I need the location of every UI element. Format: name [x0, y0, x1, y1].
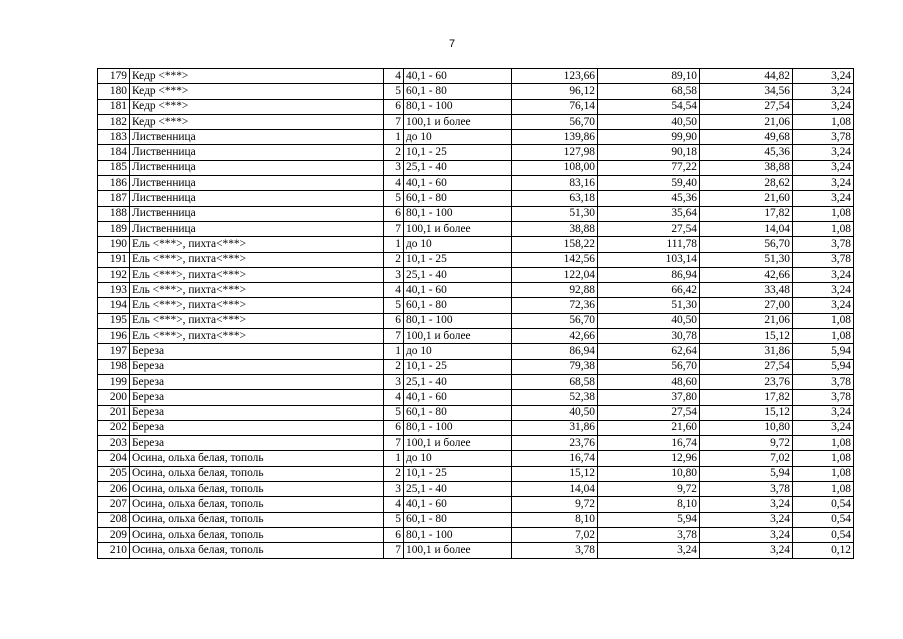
- value-cell-3: 27,54: [700, 359, 793, 374]
- value-cell-3: 31,86: [700, 344, 793, 359]
- row-number-cell: 191: [98, 252, 130, 267]
- value-cell-2: 51,30: [598, 298, 700, 313]
- value-cell-2: 103,14: [598, 252, 700, 267]
- table-row: [98, 466, 854, 481]
- class-cell: 6: [384, 206, 404, 221]
- value-cell-1: 96,12: [512, 84, 598, 99]
- diameter-range-cell: 10,1 - 25: [404, 252, 512, 267]
- value-cell-1: 23,76: [512, 436, 598, 451]
- value-cell-3: 21,06: [700, 114, 793, 129]
- value-cell-4: 0,54: [793, 497, 854, 512]
- value-cell-2: 62,64: [598, 344, 700, 359]
- species-cell: Кедр <***>: [130, 84, 384, 99]
- value-cell-2: 56,70: [598, 359, 700, 374]
- class-cell: 4: [384, 497, 404, 512]
- table-row: [98, 99, 854, 114]
- species-cell: Осина, ольха белая, тополь: [130, 451, 384, 466]
- value-cell-1: 79,38: [512, 359, 598, 374]
- value-cell-2: 21,60: [598, 420, 700, 435]
- value-cell-3: 3,24: [700, 512, 793, 527]
- value-cell-4: 1,08: [793, 466, 854, 481]
- species-cell: Береза: [130, 420, 384, 435]
- value-cell-2: 35,64: [598, 206, 700, 221]
- diameter-range-cell: 60,1 - 80: [404, 298, 512, 313]
- table-row: [98, 527, 854, 542]
- species-cell: Лиственница: [130, 130, 384, 145]
- class-cell: 3: [384, 160, 404, 175]
- value-cell-2: 37,80: [598, 390, 700, 405]
- class-cell: 2: [384, 252, 404, 267]
- row-number-cell: 182: [98, 114, 130, 129]
- species-cell: Ель <***>, пихта<***>: [130, 298, 384, 313]
- value-cell-2: 8,10: [598, 497, 700, 512]
- diameter-range-cell: 25,1 - 40: [404, 160, 512, 175]
- value-cell-4: 5,94: [793, 359, 854, 374]
- diameter-range-cell: 100,1 и более: [404, 543, 512, 558]
- class-cell: 4: [384, 69, 404, 84]
- row-number-cell: 204: [98, 451, 130, 466]
- value-cell-2: 48,60: [598, 374, 700, 389]
- table-row: [98, 114, 854, 129]
- value-cell-4: 0,54: [793, 512, 854, 527]
- value-cell-1: 42,66: [512, 329, 598, 344]
- value-cell-4: 1,08: [793, 482, 854, 497]
- value-cell-1: 14,04: [512, 482, 598, 497]
- row-number-cell: 196: [98, 329, 130, 344]
- species-cell: Лиственница: [130, 176, 384, 191]
- value-cell-1: 92,88: [512, 283, 598, 298]
- value-cell-2: 89,10: [598, 69, 700, 84]
- species-cell: Осина, ольха белая, тополь: [130, 512, 384, 527]
- value-cell-2: 27,54: [598, 221, 700, 236]
- diameter-range-cell: 60,1 - 80: [404, 84, 512, 99]
- table-row: [98, 390, 854, 405]
- diameter-range-cell: 100,1 и более: [404, 329, 512, 344]
- value-cell-3: 42,66: [700, 267, 793, 282]
- value-cell-3: 15,12: [700, 405, 793, 420]
- value-cell-2: 45,36: [598, 191, 700, 206]
- species-cell: Кедр <***>: [130, 114, 384, 129]
- species-cell: Осина, ольха белая, тополь: [130, 527, 384, 542]
- value-cell-2: 54,54: [598, 99, 700, 114]
- value-cell-1: 76,14: [512, 99, 598, 114]
- value-cell-4: 0,12: [793, 543, 854, 558]
- value-cell-1: 8,10: [512, 512, 598, 527]
- row-number-cell: 209: [98, 527, 130, 542]
- value-cell-3: 3,24: [700, 543, 793, 558]
- value-cell-2: 27,54: [598, 405, 700, 420]
- table-row: [98, 329, 854, 344]
- class-cell: 5: [384, 405, 404, 420]
- value-cell-3: 15,12: [700, 329, 793, 344]
- row-number-cell: 199: [98, 374, 130, 389]
- value-cell-4: 3,78: [793, 130, 854, 145]
- class-cell: 5: [384, 512, 404, 527]
- species-cell: Ель <***>, пихта<***>: [130, 267, 384, 282]
- table-row: [98, 206, 854, 221]
- diameter-range-cell: 80,1 - 100: [404, 313, 512, 328]
- diameter-range-cell: 10,1 - 25: [404, 145, 512, 160]
- class-cell: 7: [384, 543, 404, 558]
- value-cell-1: 56,70: [512, 114, 598, 129]
- value-cell-1: 83,16: [512, 176, 598, 191]
- diameter-range-cell: 10,1 - 25: [404, 466, 512, 481]
- species-cell: Осина, ольха белая, тополь: [130, 482, 384, 497]
- table-row: [98, 436, 854, 451]
- row-number-cell: 197: [98, 344, 130, 359]
- table-row: [98, 191, 854, 206]
- value-cell-3: 33,48: [700, 283, 793, 298]
- class-cell: 4: [384, 176, 404, 191]
- value-cell-3: 3,24: [700, 497, 793, 512]
- value-cell-1: 52,38: [512, 390, 598, 405]
- class-cell: 3: [384, 267, 404, 282]
- value-cell-4: 3,78: [793, 390, 854, 405]
- value-cell-1: 9,72: [512, 497, 598, 512]
- value-cell-3: 28,62: [700, 176, 793, 191]
- class-cell: 5: [384, 191, 404, 206]
- value-cell-4: 3,24: [793, 420, 854, 435]
- row-number-cell: 181: [98, 99, 130, 114]
- value-cell-2: 66,42: [598, 283, 700, 298]
- row-number-cell: 193: [98, 283, 130, 298]
- species-cell: Лиственница: [130, 160, 384, 175]
- diameter-range-cell: 100,1 и более: [404, 221, 512, 236]
- class-cell: 6: [384, 527, 404, 542]
- value-cell-3: 27,00: [700, 298, 793, 313]
- row-number-cell: 186: [98, 176, 130, 191]
- class-cell: 6: [384, 420, 404, 435]
- row-number-cell: 210: [98, 543, 130, 558]
- value-cell-1: 3,78: [512, 543, 598, 558]
- value-cell-2: 3,24: [598, 543, 700, 558]
- diameter-range-cell: 40,1 - 60: [404, 283, 512, 298]
- value-cell-1: 122,04: [512, 267, 598, 282]
- value-cell-2: 40,50: [598, 114, 700, 129]
- value-cell-4: 3,24: [793, 191, 854, 206]
- table-row: [98, 160, 854, 175]
- row-number-cell: 194: [98, 298, 130, 313]
- diameter-range-cell: до 10: [404, 237, 512, 252]
- species-cell: Береза: [130, 436, 384, 451]
- value-cell-3: 34,56: [700, 84, 793, 99]
- page-number: 7: [448, 38, 456, 50]
- table-row: [98, 130, 854, 145]
- value-cell-4: 3,24: [793, 283, 854, 298]
- class-cell: 2: [384, 145, 404, 160]
- table-row: [98, 84, 854, 99]
- class-cell: 6: [384, 313, 404, 328]
- value-cell-2: 77,22: [598, 160, 700, 175]
- row-number-cell: 192: [98, 267, 130, 282]
- class-cell: 7: [384, 114, 404, 129]
- row-number-cell: 185: [98, 160, 130, 175]
- value-cell-3: 27,54: [700, 99, 793, 114]
- value-cell-4: 1,08: [793, 329, 854, 344]
- value-cell-3: 3,24: [700, 527, 793, 542]
- value-cell-1: 38,88: [512, 221, 598, 236]
- species-cell: Лиственница: [130, 191, 384, 206]
- value-cell-1: 139,86: [512, 130, 598, 145]
- class-cell: 4: [384, 283, 404, 298]
- value-cell-4: 1,08: [793, 114, 854, 129]
- species-cell: Ель <***>, пихта<***>: [130, 329, 384, 344]
- class-cell: 1: [384, 237, 404, 252]
- species-cell: Береза: [130, 344, 384, 359]
- table-row: [98, 543, 854, 558]
- diameter-range-cell: 25,1 - 40: [404, 374, 512, 389]
- diameter-range-cell: 60,1 - 80: [404, 512, 512, 527]
- value-cell-4: 3,24: [793, 267, 854, 282]
- value-cell-3: 17,82: [700, 206, 793, 221]
- value-cell-2: 111,78: [598, 237, 700, 252]
- class-cell: 5: [384, 84, 404, 99]
- value-cell-1: 16,74: [512, 451, 598, 466]
- table-row: [98, 374, 854, 389]
- value-cell-2: 10,80: [598, 466, 700, 481]
- table-row: [98, 69, 854, 84]
- value-cell-4: 1,08: [793, 436, 854, 451]
- table-row: [98, 344, 854, 359]
- value-cell-1: 72,36: [512, 298, 598, 313]
- value-cell-1: 7,02: [512, 527, 598, 542]
- row-number-cell: 179: [98, 69, 130, 84]
- value-cell-3: 44,82: [700, 69, 793, 84]
- diameter-range-cell: до 10: [404, 344, 512, 359]
- value-cell-3: 17,82: [700, 390, 793, 405]
- value-cell-1: 68,58: [512, 374, 598, 389]
- row-number-cell: 188: [98, 206, 130, 221]
- value-cell-4: 3,24: [793, 145, 854, 160]
- class-cell: 7: [384, 221, 404, 236]
- table-body: [98, 69, 854, 559]
- class-cell: 4: [384, 390, 404, 405]
- table-row: [98, 298, 854, 313]
- species-cell: Береза: [130, 390, 384, 405]
- value-cell-4: 3,24: [793, 84, 854, 99]
- diameter-range-cell: 100,1 и более: [404, 436, 512, 451]
- value-cell-3: 56,70: [700, 237, 793, 252]
- value-cell-1: 63,18: [512, 191, 598, 206]
- value-cell-2: 30,78: [598, 329, 700, 344]
- value-cell-4: 1,08: [793, 313, 854, 328]
- rates-table: [97, 68, 854, 559]
- species-cell: Береза: [130, 374, 384, 389]
- diameter-range-cell: 10,1 - 25: [404, 359, 512, 374]
- table-row: [98, 283, 854, 298]
- species-cell: Лиственница: [130, 221, 384, 236]
- diameter-range-cell: 25,1 - 40: [404, 267, 512, 282]
- row-number-cell: 180: [98, 84, 130, 99]
- class-cell: 2: [384, 466, 404, 481]
- species-cell: Кедр <***>: [130, 69, 384, 84]
- species-cell: Ель <***>, пихта<***>: [130, 237, 384, 252]
- value-cell-2: 68,58: [598, 84, 700, 99]
- species-cell: Осина, ольха белая, тополь: [130, 497, 384, 512]
- value-cell-2: 5,94: [598, 512, 700, 527]
- value-cell-4: 1,08: [793, 206, 854, 221]
- value-cell-3: 14,04: [700, 221, 793, 236]
- row-number-cell: 207: [98, 497, 130, 512]
- class-cell: 3: [384, 374, 404, 389]
- value-cell-3: 38,88: [700, 160, 793, 175]
- value-cell-4: 3,78: [793, 374, 854, 389]
- row-number-cell: 190: [98, 237, 130, 252]
- value-cell-4: 3,24: [793, 160, 854, 175]
- value-cell-1: 56,70: [512, 313, 598, 328]
- species-cell: Лиственница: [130, 145, 384, 160]
- species-cell: Береза: [130, 405, 384, 420]
- row-number-cell: 187: [98, 191, 130, 206]
- diameter-range-cell: 40,1 - 60: [404, 176, 512, 191]
- value-cell-4: 3,24: [793, 176, 854, 191]
- class-cell: 3: [384, 482, 404, 497]
- class-cell: 1: [384, 344, 404, 359]
- value-cell-3: 51,30: [700, 252, 793, 267]
- diameter-range-cell: до 10: [404, 130, 512, 145]
- diameter-range-cell: 40,1 - 60: [404, 69, 512, 84]
- diameter-range-cell: 100,1 и более: [404, 114, 512, 129]
- class-cell: 5: [384, 298, 404, 313]
- table-row: [98, 145, 854, 160]
- value-cell-1: 15,12: [512, 466, 598, 481]
- species-cell: Ель <***>, пихта<***>: [130, 252, 384, 267]
- value-cell-3: 3,78: [700, 482, 793, 497]
- value-cell-4: 1,08: [793, 451, 854, 466]
- species-cell: Осина, ольха белая, тополь: [130, 466, 384, 481]
- value-cell-3: 23,76: [700, 374, 793, 389]
- value-cell-2: 59,40: [598, 176, 700, 191]
- diameter-range-cell: 80,1 - 100: [404, 206, 512, 221]
- class-cell: 2: [384, 359, 404, 374]
- value-cell-3: 21,06: [700, 313, 793, 328]
- value-cell-1: 86,94: [512, 344, 598, 359]
- class-cell: 7: [384, 329, 404, 344]
- row-number-cell: 202: [98, 420, 130, 435]
- value-cell-4: 1,08: [793, 221, 854, 236]
- row-number-cell: 183: [98, 130, 130, 145]
- row-number-cell: 200: [98, 390, 130, 405]
- value-cell-4: 3,24: [793, 298, 854, 313]
- value-cell-3: 49,68: [700, 130, 793, 145]
- table-row: [98, 405, 854, 420]
- table-row: [98, 176, 854, 191]
- table-row: [98, 512, 854, 527]
- value-cell-3: 5,94: [700, 466, 793, 481]
- species-cell: Береза: [130, 359, 384, 374]
- row-number-cell: 206: [98, 482, 130, 497]
- class-cell: 6: [384, 99, 404, 114]
- value-cell-4: 3,78: [793, 252, 854, 267]
- table-row: [98, 482, 854, 497]
- species-cell: Осина, ольха белая, тополь: [130, 543, 384, 558]
- diameter-range-cell: до 10: [404, 451, 512, 466]
- row-number-cell: 208: [98, 512, 130, 527]
- row-number-cell: 189: [98, 221, 130, 236]
- table-row: [98, 267, 854, 282]
- diameter-range-cell: 40,1 - 60: [404, 497, 512, 512]
- value-cell-4: 3,78: [793, 237, 854, 252]
- class-cell: 1: [384, 451, 404, 466]
- table-row: [98, 237, 854, 252]
- diameter-range-cell: 25,1 - 40: [404, 482, 512, 497]
- value-cell-4: 3,24: [793, 99, 854, 114]
- value-cell-3: 9,72: [700, 436, 793, 451]
- row-number-cell: 184: [98, 145, 130, 160]
- table-row: [98, 497, 854, 512]
- value-cell-1: 40,50: [512, 405, 598, 420]
- diameter-range-cell: 80,1 - 100: [404, 527, 512, 542]
- table-row: [98, 359, 854, 374]
- row-number-cell: 201: [98, 405, 130, 420]
- value-cell-2: 3,78: [598, 527, 700, 542]
- value-cell-4: 3,24: [793, 405, 854, 420]
- value-cell-3: 10,80: [700, 420, 793, 435]
- value-cell-3: 45,36: [700, 145, 793, 160]
- row-number-cell: 203: [98, 436, 130, 451]
- value-cell-2: 90,18: [598, 145, 700, 160]
- value-cell-2: 86,94: [598, 267, 700, 282]
- species-cell: Кедр <***>: [130, 99, 384, 114]
- table-row: [98, 313, 854, 328]
- value-cell-1: 158,22: [512, 237, 598, 252]
- value-cell-2: 40,50: [598, 313, 700, 328]
- value-cell-1: 142,56: [512, 252, 598, 267]
- value-cell-3: 21,60: [700, 191, 793, 206]
- diameter-range-cell: 80,1 - 100: [404, 420, 512, 435]
- row-number-cell: 198: [98, 359, 130, 374]
- diameter-range-cell: 40,1 - 60: [404, 390, 512, 405]
- class-cell: 1: [384, 130, 404, 145]
- diameter-range-cell: 60,1 - 80: [404, 191, 512, 206]
- value-cell-3: 7,02: [700, 451, 793, 466]
- diameter-range-cell: 60,1 - 80: [404, 405, 512, 420]
- species-cell: Ель <***>, пихта<***>: [130, 313, 384, 328]
- table-row: [98, 252, 854, 267]
- value-cell-1: 31,86: [512, 420, 598, 435]
- row-number-cell: 205: [98, 466, 130, 481]
- species-cell: Лиственница: [130, 206, 384, 221]
- species-cell: Ель <***>, пихта<***>: [130, 283, 384, 298]
- table-row: [98, 451, 854, 466]
- value-cell-4: 3,24: [793, 69, 854, 84]
- table-row: [98, 221, 854, 236]
- value-cell-4: 0,54: [793, 527, 854, 542]
- value-cell-1: 127,98: [512, 145, 598, 160]
- value-cell-4: 5,94: [793, 344, 854, 359]
- value-cell-1: 108,00: [512, 160, 598, 175]
- value-cell-2: 9,72: [598, 482, 700, 497]
- diameter-range-cell: 80,1 - 100: [404, 99, 512, 114]
- row-number-cell: 195: [98, 313, 130, 328]
- value-cell-1: 51,30: [512, 206, 598, 221]
- value-cell-2: 16,74: [598, 436, 700, 451]
- table-row: [98, 420, 854, 435]
- value-cell-1: 123,66: [512, 69, 598, 84]
- class-cell: 7: [384, 436, 404, 451]
- value-cell-2: 99,90: [598, 130, 700, 145]
- value-cell-2: 12,96: [598, 451, 700, 466]
